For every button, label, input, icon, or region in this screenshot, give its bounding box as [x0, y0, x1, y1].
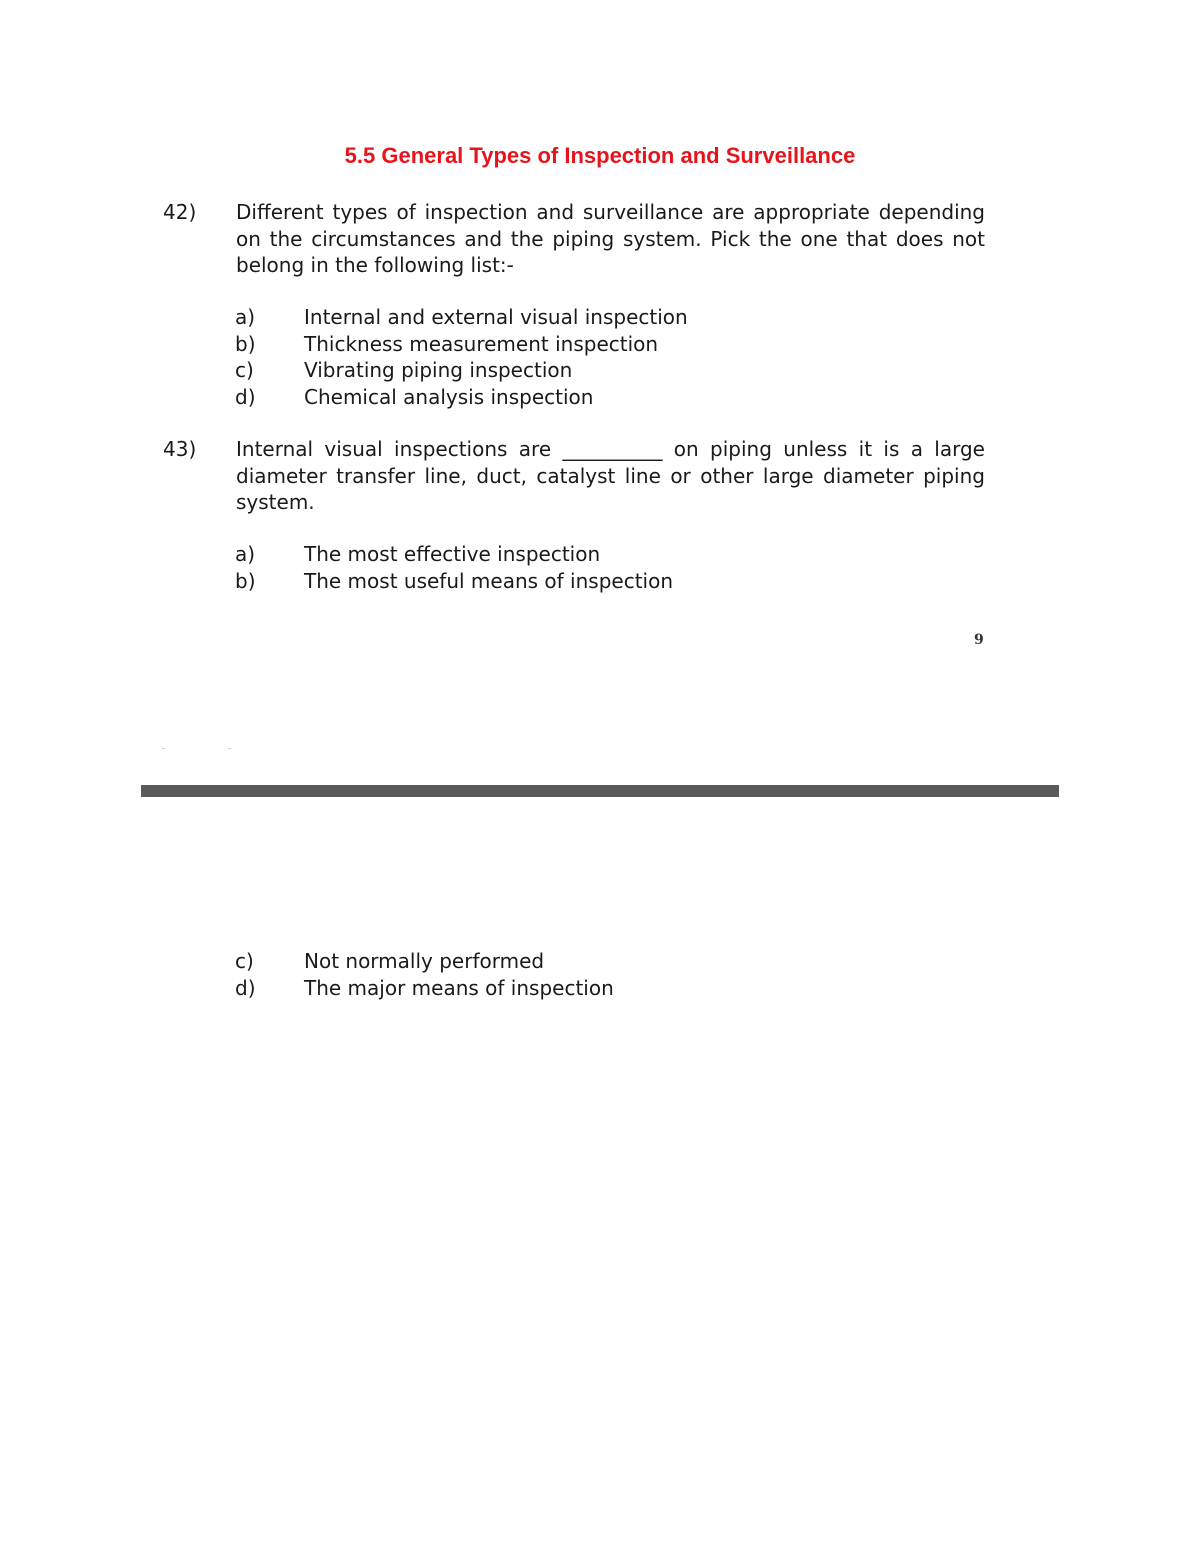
- option-letter: c): [235, 358, 254, 382]
- option-item: [235, 568, 673, 595]
- option-item: [235, 357, 688, 384]
- question-text: Internal visual inspections are __________ on piping unless it is a large diameter transfer line, duct, catalyst line or other large diameter piping system.: [236, 437, 985, 514]
- option-text: Internal and external visual inspection: [304, 305, 688, 329]
- option-text: The most useful means of inspection: [304, 568, 674, 593]
- scan-speck: [228, 748, 231, 749]
- scan-speck: [162, 748, 165, 749]
- option-letter: a): [235, 305, 256, 329]
- question-number: 42): [163, 200, 197, 224]
- option-item: [235, 304, 688, 331]
- question-number: 43): [163, 437, 197, 461]
- option-item: [235, 975, 614, 1002]
- continued-option-list: [235, 948, 614, 1001]
- option-text: The major means of inspection: [304, 975, 614, 1000]
- option-text: Chemical analysis inspection: [304, 384, 594, 409]
- option-letter: b): [235, 331, 256, 356]
- option-text: Vibrating piping inspection: [304, 358, 573, 382]
- question-text: Different types of inspection and surveillance are appropriate depending on the circumstances and the piping system. Pick the one that does not belong in the following list:-: [236, 200, 985, 277]
- option-text: The most effective inspection: [304, 542, 601, 566]
- option-letter: c): [235, 949, 254, 973]
- option-list: [235, 304, 688, 410]
- option-item: [235, 948, 614, 975]
- option-item: [235, 384, 688, 411]
- option-letter: d): [235, 384, 256, 409]
- option-letter: a): [235, 542, 256, 566]
- option-text: Thickness measurement inspection: [304, 331, 659, 356]
- option-item: [235, 331, 688, 358]
- option-list: [235, 541, 673, 594]
- page-number: 9: [974, 632, 984, 648]
- option-item: [235, 541, 673, 568]
- section-title: 5.5 General Types of Inspection and Surveillance: [344, 143, 856, 168]
- option-letter: b): [235, 568, 256, 593]
- option-letter: d): [235, 975, 256, 1000]
- page-break-divider: [141, 785, 1059, 797]
- option-text: Not normally performed: [304, 949, 545, 973]
